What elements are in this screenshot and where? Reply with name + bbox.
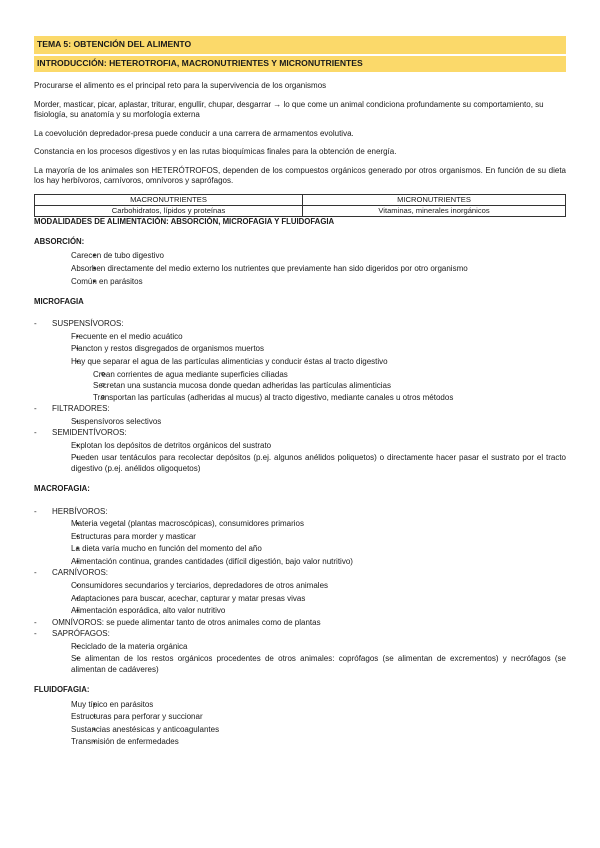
list-item: • Estructuras para morder y masticar — [71, 532, 566, 543]
nutrients-table — [34, 194, 566, 217]
group-item — [34, 319, 566, 403]
list-item: • Materia vegetal (plantas macroscópicas), consumidores primarios — [71, 519, 566, 530]
document-title: TEMA 5: OBTENCIÓN DEL ALIMENTO — [34, 36, 566, 54]
microfagia-list — [34, 319, 566, 474]
list-item: • Reciclado de la materia orgánica — [71, 642, 566, 653]
modalities-heading: MODALIDADES DE ALIMENTACIÓN: ABSORCIÓN, MICROFAGIA Y FLUIDOFAGIA — [34, 216, 335, 226]
table-cell: Vitaminas, minerales inorgánicos — [303, 205, 566, 216]
list-item: • Absorben directamente del medio externo los nutrientes que previamente han sido digeridos por otro organismo — [71, 264, 566, 275]
list-item: • La dieta varía mucho en función del momento del año — [71, 544, 566, 555]
list-item: • Suspensívoros selectivos — [71, 417, 566, 428]
group-bullets — [52, 417, 566, 428]
absorcion-list — [34, 251, 566, 287]
document-content — [34, 36, 566, 748]
list-item: • Pueden usar tentáculos para recolectar depósitos (p.ej. algunos anélidos poliquetos) o directamente hacer pasar el sustrato por el tracto digestivo (p.ej. anélidos oligoquetos) — [71, 453, 566, 474]
list-item: • Adaptaciones para buscar, acechar, capturar y matar presas vivas — [71, 594, 566, 605]
group-item — [34, 568, 566, 616]
list-item: • Se alimentan de los restos orgánicos procedentes de otros animales: coprófagos (se alimentan de excrementos) y necrófagos (se alimentan de cadáveres) — [71, 654, 566, 675]
list-item-text: Hay que separar el agua de las partículas alimenticias y conducir éstas al tracto digestivo — [71, 356, 388, 366]
group-label: FILTRADORES: — [52, 404, 110, 414]
table-header-row — [35, 194, 566, 205]
group-label: CARNÍVOROS: — [52, 568, 109, 578]
group-item — [34, 618, 566, 629]
sub-list-item: o Crean corrientes de agua mediante superficies ciliadas — [93, 370, 566, 381]
list-item: • Consumidores secundarios y terciarios, depredadores de otros animales — [71, 581, 566, 592]
group-bullets — [52, 581, 566, 617]
table-cell: Carbohidratos, lípidos y proteínas — [35, 205, 303, 216]
group-bullets — [52, 332, 566, 403]
paragraph: La mayoría de los animales son HETERÓTROFOS, dependen de los compuestos orgánicos generado por otros organismos. En función de su dieta los hay herbívoros, carnívoros, omnívoros y saprófagos. — [34, 165, 566, 186]
group-bullets — [52, 441, 566, 475]
fluidofagia-heading: FLUIDOFAGIA: — [34, 685, 90, 695]
macrofagia-heading: MACROFAGIA: — [34, 484, 90, 494]
list-item: • Carecen de tubo digestivo — [71, 251, 566, 262]
table-header-cell: MICRONUTRIENTES — [303, 194, 566, 205]
group-label: SEMIDENTÍVOROS: — [52, 428, 127, 438]
group-label: SUSPENSÍVOROS: — [52, 319, 124, 329]
paragraph: Procurarse el alimento es el principal reto para la supervivencia de los organismos — [34, 81, 327, 90]
table-row — [35, 205, 566, 216]
absorcion-heading: ABSORCIÓN: — [34, 237, 85, 247]
group-item — [34, 507, 566, 568]
list-item: • Estructuras para perforar y succionar — [71, 712, 566, 723]
list-item: • Sustancias anestésicas y anticoagulantes — [71, 725, 566, 736]
list-item: • Común en parásitos — [71, 277, 566, 288]
list-item: • Alimentación esporádica, alto valor nutritivo — [71, 606, 566, 617]
list-item: • Alimentación continua, grandes cantidades (difícil digestión, bajo valor nutritivo) — [71, 557, 566, 568]
list-item: • Explotan los depósitos de detritos orgánicos del sustrato — [71, 441, 566, 452]
group-item — [34, 428, 566, 474]
table-header-cell: MACRONUTRIENTES — [35, 194, 303, 205]
sub-bullets — [71, 370, 566, 404]
fluidofagia-list — [34, 700, 566, 748]
list-item — [71, 357, 566, 403]
sub-list-item: o Secretan una sustancia mucosa donde quedan adheridas las partículas alimenticias — [93, 381, 566, 392]
list-item: • Transmisión de enfermedades — [71, 737, 566, 748]
paragraph: Constancia en los procesos digestivos y en las rutas bioquímicas finales para la obtención de energía. — [34, 147, 397, 157]
group-label: OMNÍVOROS: se puede alimentar tanto de otros animales como de plantas — [52, 617, 321, 627]
paragraph: La coevolución depredador-presa puede conducir a una carrera de armamentos evolutiva. — [34, 128, 354, 138]
group-label: HERBÍVOROS: — [52, 506, 108, 516]
group-label: SAPRÓFAGOS: — [52, 629, 110, 639]
group-item — [34, 404, 566, 427]
group-bullets — [52, 642, 566, 676]
list-item: • Muy típico en parásitos — [71, 700, 566, 711]
intro-heading: INTRODUCCIÓN: HETEROTROFIA, MACRONUTRIENTES Y MICRONUTRIENTES — [34, 56, 566, 72]
group-item — [34, 629, 566, 675]
microfagia-heading: MICROFAGIA — [34, 297, 84, 307]
paragraph: Morder, masticar, picar, aplastar, triturar, engullir, chupar, desgarrar → lo que come un animal condiciona profundamente su comportamiento, su fisiología, su anatomía y su morfología externa — [34, 99, 544, 120]
macrofagia-list — [34, 507, 566, 676]
list-item: • Frecuente en el medio acuático — [71, 332, 566, 343]
group-bullets — [52, 519, 566, 567]
sub-list-item: o Transportan las partículas (adheridas al mucus) al tracto digestivo, mediante canales u otros métodos — [93, 393, 566, 404]
list-item: • Plancton y restos disgregados de organismos muertos — [71, 344, 566, 355]
